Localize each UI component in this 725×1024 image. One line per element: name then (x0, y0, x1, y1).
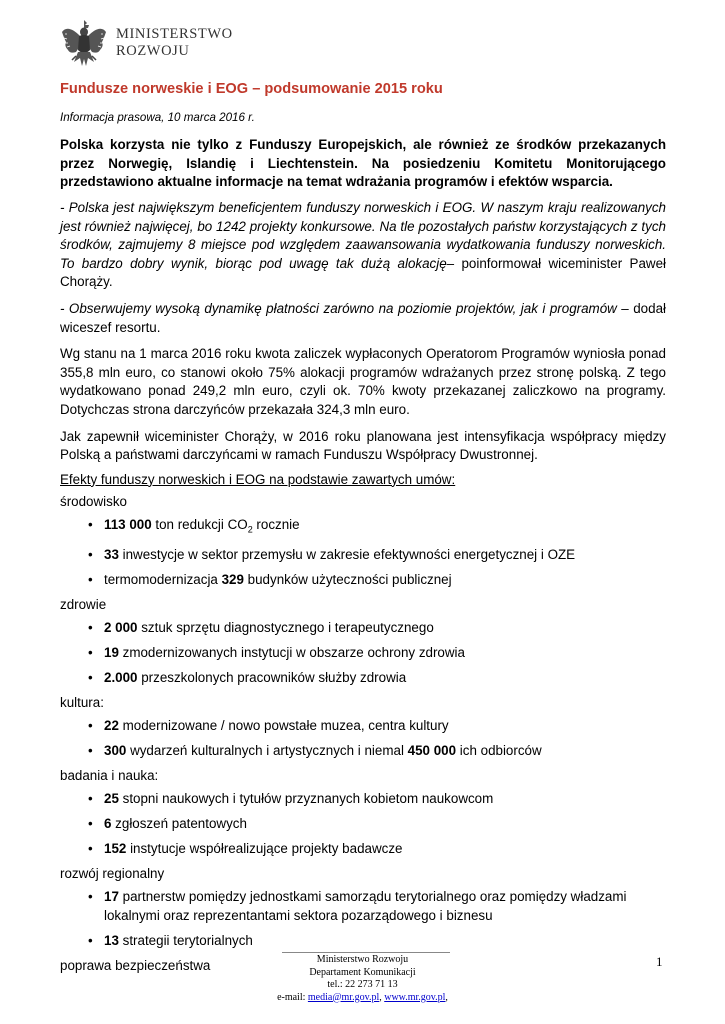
footer-email-label: e-mail: (277, 991, 308, 1003)
list-item (60, 717, 666, 736)
environment-list (60, 516, 666, 590)
list-item (60, 516, 666, 539)
bullet-icon: • (88, 790, 93, 806)
bullet-icon: • (88, 670, 93, 686)
category-security-label: poprawa bezpieczeństwa (60, 957, 211, 973)
bullet-icon: • (88, 619, 93, 635)
footer-separator: , (379, 991, 385, 1003)
bullet-icon: • (88, 743, 93, 759)
footer-ministry: Ministerstwo Rozwoju (316, 954, 409, 965)
item-number: 33 (104, 546, 119, 562)
category-health-label: zdrowie (60, 597, 107, 613)
bullet-icon: • (88, 516, 93, 532)
footer-phone: tel.: 22 273 71 13 (327, 979, 398, 990)
quote-1-text: - Polska jest największym beneficjentem funduszy norweskich i EOG. W naszym kraju realizowanych jest również najwięcej, bo 1242 projekty konkursowe. Na tle pozostałych państw korzystających z tych środków, zajmujemy 8 miejsce pod względem zaawansowania wydatkowania funduszy norweskich. To bardzo dobry wynik, biorąc pod uwagę tak dużą alokację (60, 199, 666, 271)
footer-end: , (445, 991, 448, 1003)
quote-1-attribution: – poinformował wiceminister Paweł Chorąży. (60, 255, 666, 290)
item-text: partnerstw pomiędzy jednostkami samorządu terytorialnego oraz pomiędzy władzami lokalnymi oraz reprezentantami sektora pozarządowego i biznesu (104, 888, 627, 923)
item-text: zmodernizowanych instytucji w obszarze ochrony zdrowia (118, 644, 465, 660)
ministry-name-line2: ROZWOJU (116, 43, 190, 59)
ministry-header (60, 16, 233, 70)
item-text: termomodernizacja (104, 571, 222, 587)
item-number: 300 (104, 743, 127, 759)
quote-2-attribution: – dodał wiceszef resortu. (60, 300, 666, 335)
footer-contact (0, 992, 725, 1005)
quote-2-text: - Obserwujemy wysoką dynamikę płatności zarówno na poziomie projektów, jak i programów (60, 300, 617, 316)
list-item (60, 840, 666, 859)
ministry-name (116, 26, 233, 60)
item-number: 17 (104, 888, 119, 904)
footer-department: Departament Komunikacji (309, 966, 416, 978)
bullet-icon: • (88, 644, 93, 660)
item-text-end: budynków użyteczności publicznej (243, 571, 452, 587)
item-number: 329 (221, 571, 244, 587)
bullet-icon: • (88, 932, 93, 948)
item-text: przeszkolonych pracowników służby zdrowia (137, 670, 407, 686)
list-item (60, 815, 666, 834)
bullet-icon: • (88, 546, 93, 562)
category-environment-label: środowisko (60, 494, 127, 510)
item-number: 22 (104, 717, 119, 733)
item-text: inwestycje w sektor przemysłu w zakresie efektywności energetycznej i OZE (118, 546, 576, 562)
paragraph-cooperation: Jak zapewnił wiceminister Chorąży, w 2016 roku planowana jest intensyfikacja współpracy między Polską a państwami darczyńcami w ramach Funduszu Współpracy Dwustronnej. (60, 428, 666, 463)
press-release-date: Informacja prasowa, 10 marca 2016 r. (60, 110, 255, 124)
paragraph-advances: Wg stanu na 1 marca 2016 roku kwota zaliczek wypłaconych Operatorom Programów wyniosła ponad 355,8 mln euro, co stanowi około 75% alokacji programów wdrażanych przez stronę polską. Z tego wydatkowano ponad 249,2 mln euro, czyli ok. 70% kwoty przekazanej zaliczkowo na programy. Dotychczas strona darczyńców przekazała 324,3 mln euro. (60, 346, 666, 417)
page-title: Fundusze norweskie i EOG – podsumowanie 2015 roku (60, 81, 443, 97)
polish-eagle-emblem-icon (60, 16, 108, 70)
footer-divider (282, 952, 450, 953)
item-subscript: 2 (247, 524, 253, 535)
item-text: ton redukcji CO (151, 516, 248, 532)
item-text: stopni naukowych i tytułów przyznanych kobietom naukowcom (118, 790, 494, 806)
item-number: 2.000 (104, 670, 138, 686)
item-number: 19 (104, 644, 119, 660)
paragraph-quote-2 (60, 300, 666, 337)
item-number: 6 (104, 816, 112, 832)
paragraph-quote-1 (60, 199, 666, 292)
item-text-end: rocznie (252, 516, 300, 532)
list-item (60, 669, 666, 688)
lead-paragraph: Polska korzysta nie tylko z Funduszy Europejskich, ale również ze środków przekazanych przez Norwegię, Islandię i Liechtenstein. Na posiedzeniu Komitetu Monitorującego przedstawiono aktualne informacje na temat wdrażania programów i efektów wsparcia. (60, 137, 666, 190)
list-item (60, 742, 666, 761)
item-text: zgłoszeń patentowych (111, 816, 247, 832)
health-list (60, 619, 666, 688)
culture-list (60, 717, 666, 761)
item-text: strategii terytorialnych (118, 932, 253, 948)
category-culture-label: kultura: (60, 695, 104, 711)
item-number-2: 450 000 (407, 743, 457, 759)
research-list (60, 790, 666, 859)
item-text: instytucje współrealizujące projekty badawcze (126, 841, 403, 857)
item-text: sztuk sprzętu diagnostycznego i terapeutycznego (137, 619, 434, 635)
item-number: 25 (104, 790, 119, 806)
item-number: 152 (104, 841, 127, 857)
website-link[interactable]: www.mr.gov.pl (384, 991, 446, 1003)
ministry-name-line1: MINISTERSTWO (116, 26, 233, 42)
item-number: 13 (104, 932, 119, 948)
email-link[interactable]: media@mr.gov.pl (307, 991, 380, 1003)
item-text-end: ich odbiorców (456, 743, 542, 759)
bullet-icon: • (88, 571, 93, 587)
bullet-icon: • (88, 816, 93, 832)
list-item (60, 790, 666, 809)
item-text: modernizowane / nowo powstałe muzea, centra kultury (118, 717, 449, 733)
item-text: wydarzeń kulturalnych i artystycznych i niemal (126, 743, 408, 759)
regional-list (60, 888, 666, 950)
effects-heading: Efekty funduszy norweskich i EOG na podstawie zawartych umów: (60, 471, 456, 487)
list-item (60, 888, 666, 925)
list-item (60, 932, 666, 951)
category-research-label: badania i nauka: (60, 768, 159, 784)
list-item (60, 546, 666, 565)
bullet-icon: • (88, 888, 93, 904)
list-item (60, 619, 666, 638)
item-number: 113 000 (104, 516, 152, 532)
list-item (60, 571, 666, 590)
category-regional-label: rozwój regionalny (60, 866, 165, 882)
page-number: 1 (656, 954, 663, 969)
list-item (60, 644, 666, 663)
item-number: 2 000 (104, 619, 138, 635)
bullet-icon: • (88, 717, 93, 733)
bullet-icon: • (88, 841, 93, 857)
document-content (60, 80, 666, 980)
footer (0, 954, 725, 1004)
